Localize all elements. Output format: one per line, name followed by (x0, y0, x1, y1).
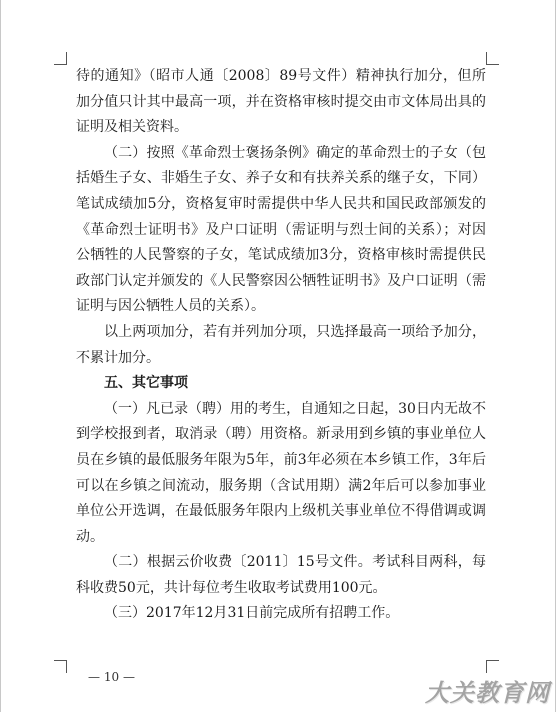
watermark-logo: 大关教育网 (425, 679, 550, 707)
section-heading: 五、其它事项 (104, 375, 188, 392)
paragraph-continuation: 待的通知》（昭市人通〔2008〕89号文件）精神执行加分，但所加分值只计其中最高一项，并在资格审核时提交由市文体局出具的证明及相关资料。 (76, 68, 486, 136)
list-item-2: （二）根据云价收费〔2011〕15号文件。考试科目两科，每科收费50元，共计每位考生收取考试费用100元。 (76, 554, 486, 596)
crop-mark-bottom-right-h (486, 660, 499, 661)
page-number-prefix: — (88, 670, 100, 684)
crop-mark-top-right-h (486, 64, 499, 65)
page-footer (88, 670, 135, 684)
page-number-suffix: — (122, 670, 135, 684)
page-number: 10 (103, 670, 120, 684)
page-border-left (0, 0, 1, 712)
list-item-3: （三）2017年12月31日前完成所有招聘工作。 (104, 605, 400, 622)
crop-mark-top-left-h (54, 64, 67, 65)
document-page (76, 64, 486, 627)
list-item-1: （一）凡已录（聘）用的考生，自通知之日起，30日内无故不到学校报到者，取消录（聘）用资格。新录用到乡镇的事业单位人员在乡镇的最低服务年限为5年，前3年必须在本乡镇工作，3年后可以在乡镇之间流动，服务期（含试用期）满2年后可以参加事业单位公开选调，在最低服务年限内上级机关事业单位不得借调或调动。 (76, 400, 486, 545)
crop-mark-bottom-right-v (486, 660, 487, 673)
crop-mark-bottom-left-v (66, 660, 67, 673)
paragraph-bonus-rule: 以上两项加分，若有并列加分项，只选择最高一项给予加分，不累计加分。 (76, 323, 486, 366)
paragraph-bonus-martyr: （二）按照《革命烈士褒扬条例》确定的革命烈士的子女（包括婚生子女、非婚生子女、养子女和有扶养关系的继子女，下同）笔试成绩加5分，资格复审时需提供中华人民共和国民政部颁发的《革命烈士证明书》及户口证明（需证明与烈士间的关系）；对因公牺牲的人民警察的子女，笔试成绩加3分，资格审核时需提供民政部门认定并颁发的《人民警察因公牺牲证明书》及户口证明（需证明与因公牺牲人员的关系）。 (76, 144, 486, 315)
crop-mark-bottom-left-h (54, 660, 67, 661)
